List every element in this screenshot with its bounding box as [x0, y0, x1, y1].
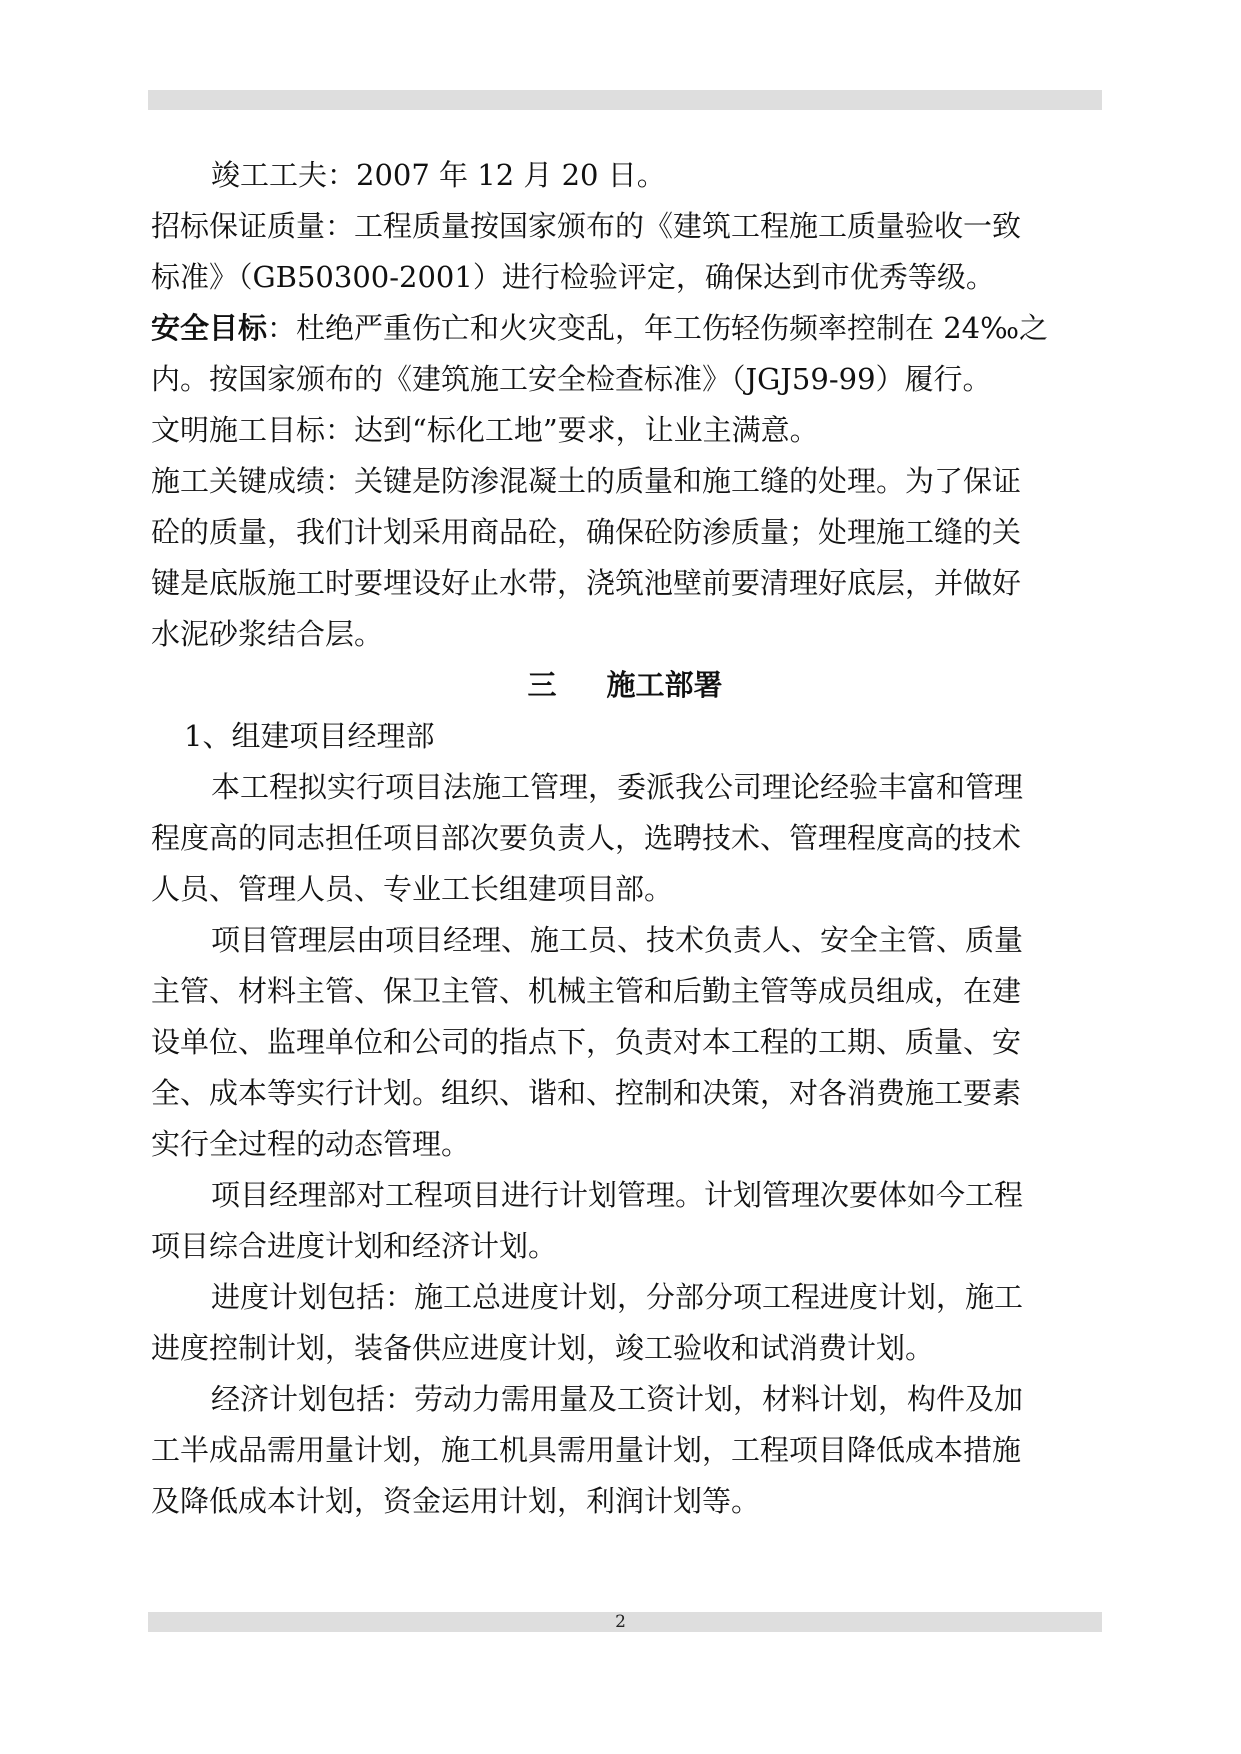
document-body: [151, 150, 1099, 1527]
paragraph-line: 工半成品需用量计划，施工机具需用量计划，工程项目降低成本措施: [151, 1433, 1022, 1467]
paragraph-line: 砼的质量，我们计划采用商品砼，确保砼防渗质量；处理施工缝的关: [151, 515, 1022, 549]
paragraph-line: 全、成本等实行计划。组织、谐和、控制和决策，对各消费施工要素: [151, 1076, 1022, 1110]
paragraph-line: 施工关键成绩：关键是防渗混凝土的质量和施工缝的处理。为了保证: [151, 464, 1022, 498]
paragraph-line: 主管、材料主管、保卫主管、机械主管和后勤主管等成员组成，在建: [151, 974, 1022, 1008]
paragraph-line: 项目综合进度计划和经济计划。: [151, 1229, 558, 1263]
paragraph-line: 进度计划包括：施工总进度计划，分部分项工程进度计划，施工: [211, 1280, 1024, 1314]
paragraph-line: 招标保证质量：工程质量按国家颁布的《建筑工程施工质量验收一致: [151, 209, 1022, 243]
paragraph-line: 项目经理部对工程项目进行计划管理。计划管理次要体如今工程: [211, 1178, 1024, 1212]
paragraph-line: 经济计划包括：劳动力需用量及工资计划，材料计划，构件及加: [211, 1382, 1024, 1416]
paragraph-line: 标准》（GB50300-2001）进行检验评定，确保达到市优秀等级。: [151, 260, 995, 294]
section-title: 施工部署: [606, 668, 723, 702]
paragraph-line: 人员、管理人员、专业工长组建项目部。: [151, 872, 674, 906]
header-bar: [148, 90, 1102, 110]
paragraph-line: 文明施工目标：达到“标化工地”要求，让业主满意。: [151, 413, 819, 447]
line-text: ：杜绝严重伤亡和火灾变乱，年工伤轻伤频率控制在 24‰之: [267, 311, 1049, 345]
paragraph-line: 内。按国家颁布的《建筑施工安全检查标准》（JGJ59-99）履行。: [151, 362, 992, 396]
bold-label: 安全目标: [151, 311, 268, 345]
paragraph-line: 键是底版施工时要埋设好止水带，浇筑池壁前要清理好底层，并做好: [151, 566, 1022, 600]
subsection-heading: 1、组建项目经理部: [184, 719, 435, 753]
paragraph-line: 设单位、监理单位和公司的指点下，负责对本工程的工期、质量、安: [151, 1025, 1022, 1059]
page-number: 2: [615, 1612, 626, 1632]
paragraph-line: [151, 303, 1099, 354]
paragraph-line: 本工程拟实行项目法施工管理，委派我公司理论经验丰富和管理: [211, 770, 1024, 804]
paragraph-line: 水泥砂浆结合层。: [151, 617, 384, 651]
paragraph-line: 进度控制计划，装备供应进度计划，竣工验收和试消费计划。: [151, 1331, 935, 1365]
paragraph-line: 及降低成本计划，资金运用计划，利润计划等。: [151, 1484, 761, 1518]
paragraph-line: 竣工工夫：2007 年 12 月 20 日。: [211, 158, 666, 192]
section-number: 三: [527, 668, 557, 702]
paragraph-line: 实行全过程的动态管理。: [151, 1127, 471, 1161]
section-heading: [151, 660, 1099, 711]
paragraph-line: 项目管理层由项目经理、施工员、技术负责人、安全主管、质量: [211, 923, 1024, 957]
paragraph-line: 程度高的同志担任项目部次要负责人，选聘技术、管理程度高的技术: [151, 821, 1022, 855]
